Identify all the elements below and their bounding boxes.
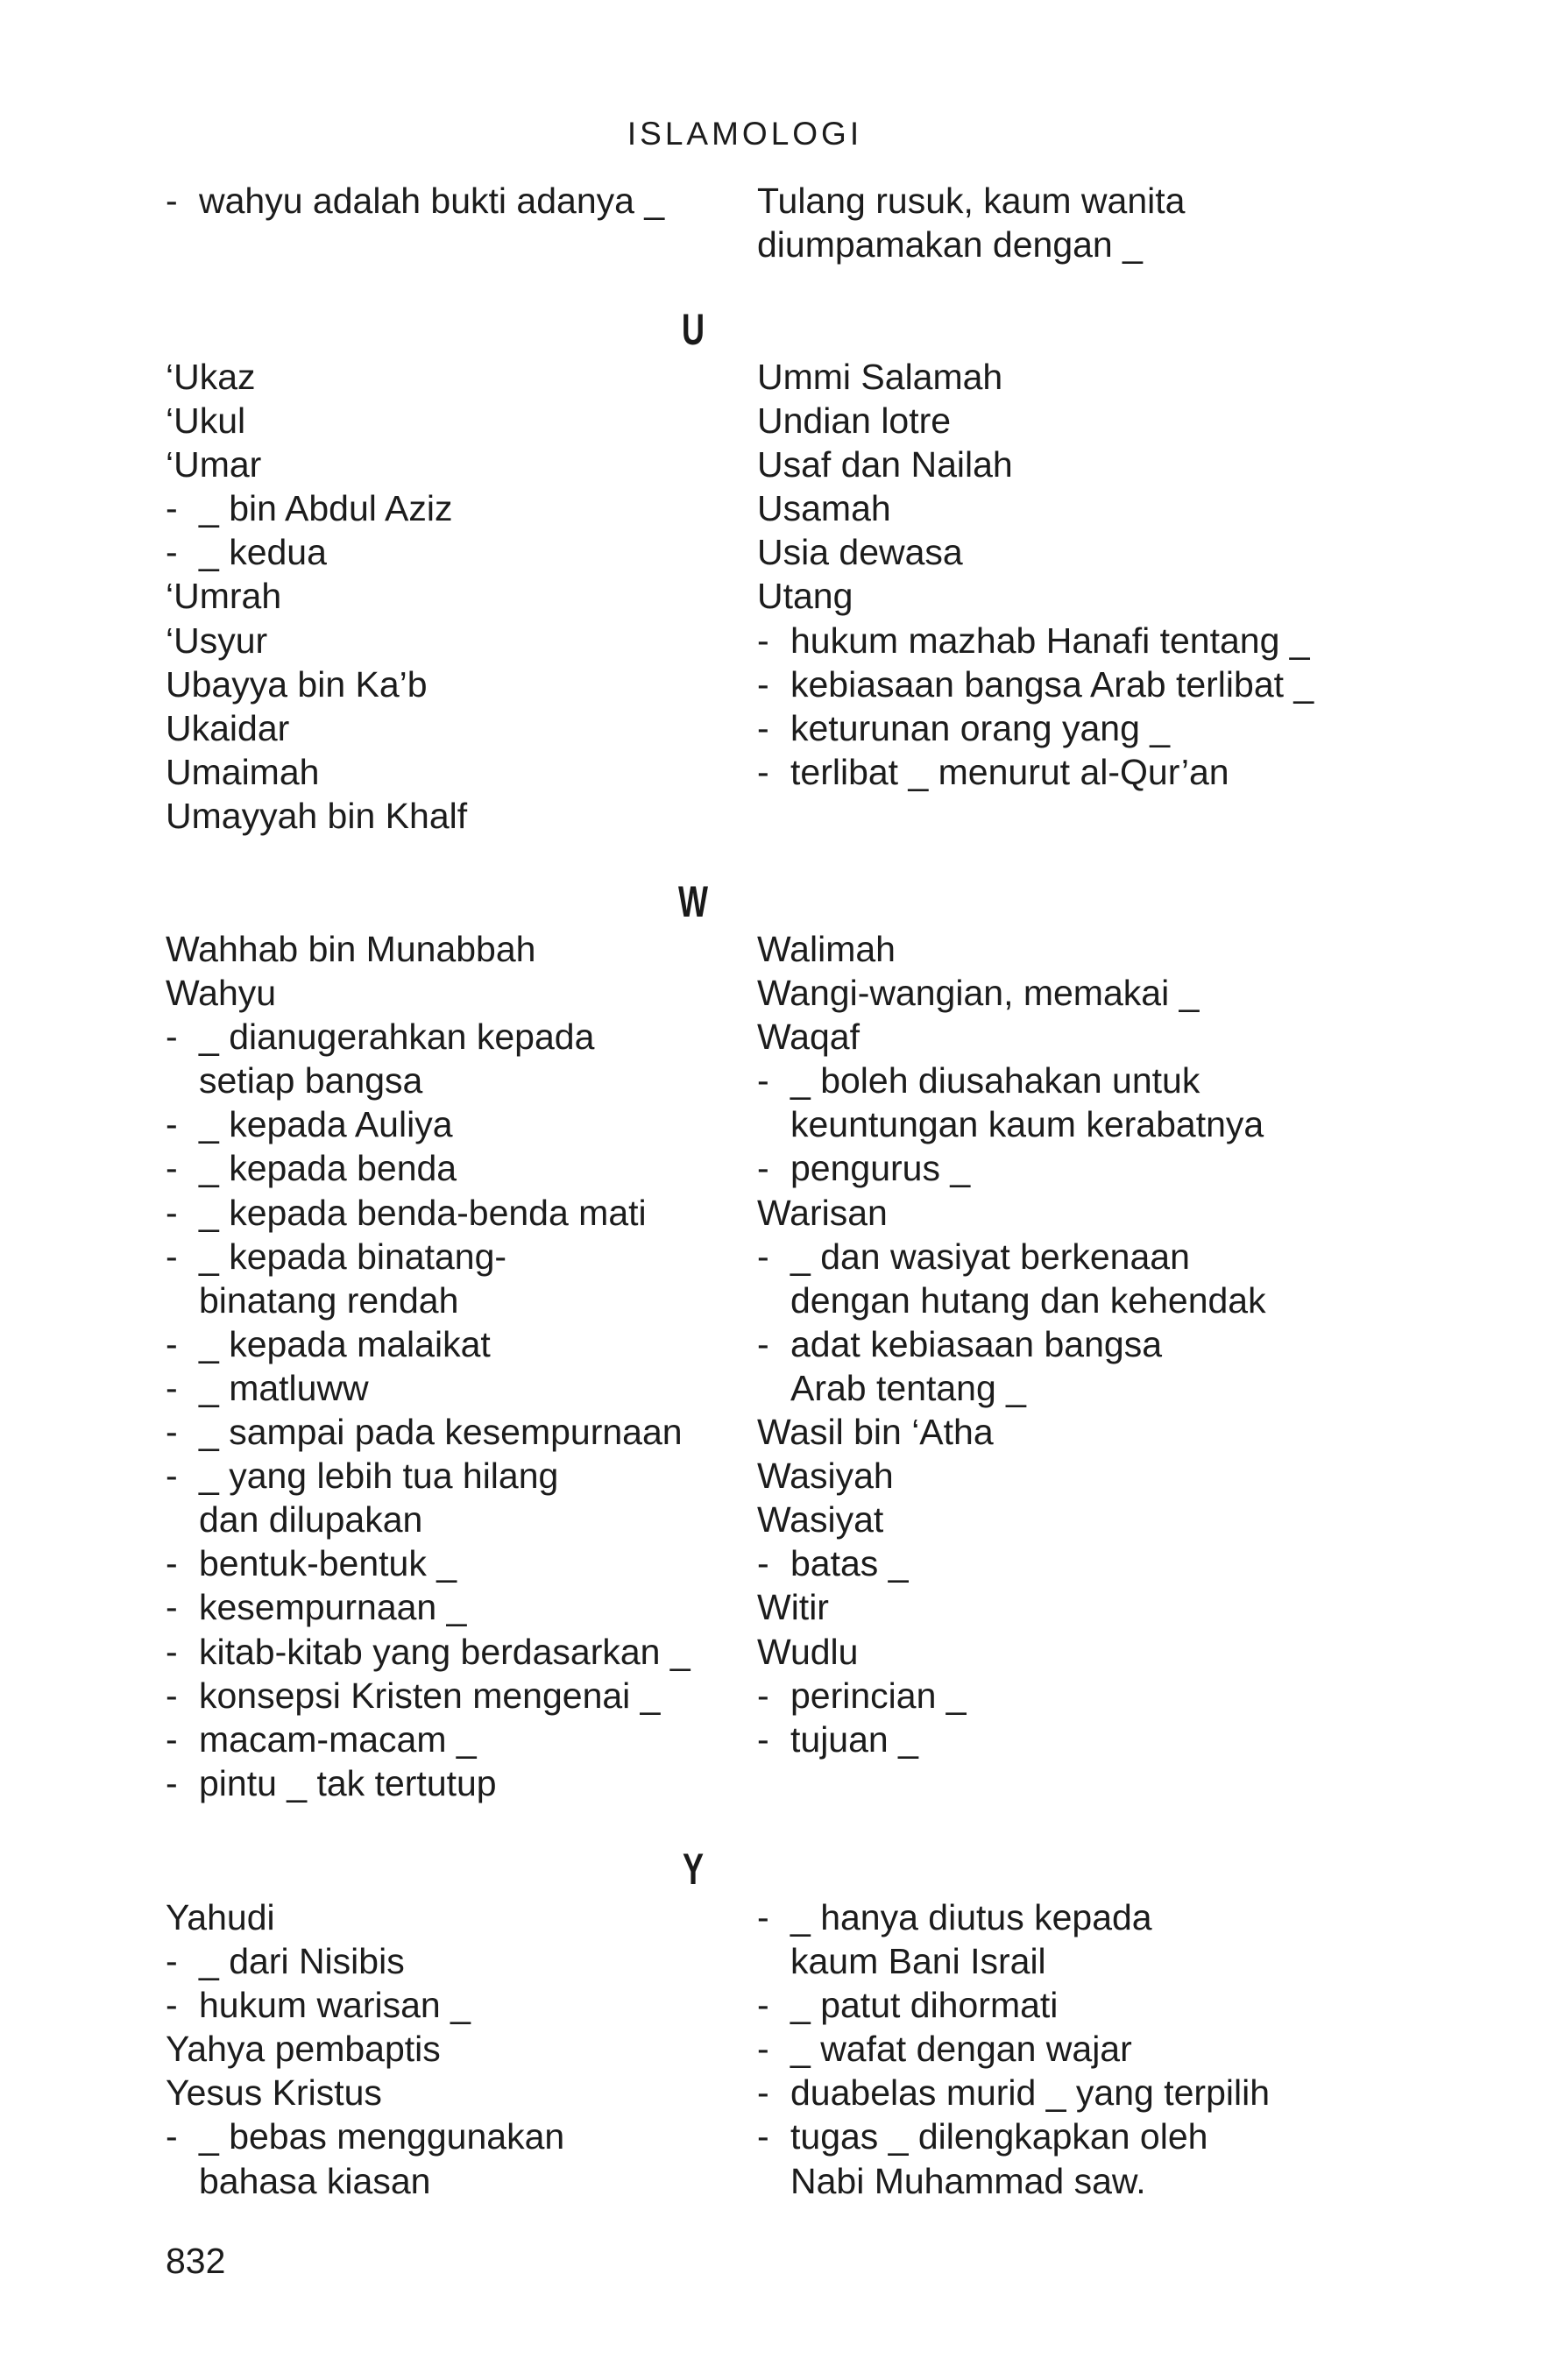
index-entry bbox=[757, 1630, 1335, 1674]
entry-text: _ dari Nisibis bbox=[199, 1941, 405, 1982]
entry-text: setiap bangsa bbox=[199, 1060, 423, 1101]
entry-text: _ hanya diutus kepada bbox=[790, 1897, 1152, 1937]
entry-text: Utang bbox=[757, 576, 853, 617]
index-entry-continuation bbox=[166, 1059, 744, 1102]
entry-text: kitab-kitab yang berdasarkan _ bbox=[199, 1631, 691, 1672]
entry-text: macam-macam _ bbox=[199, 1718, 477, 1760]
entry-text: konsepsi Kristen mengenai _ bbox=[199, 1675, 661, 1716]
index-entry bbox=[757, 530, 1335, 574]
entry-text: Wasiyat bbox=[757, 1499, 884, 1541]
entry-text: Warisan bbox=[757, 1192, 888, 1233]
entry-text: _ wafat dengan wajar bbox=[790, 2029, 1132, 2070]
subentry-dash: - bbox=[757, 1897, 769, 1937]
subentry-dash: - bbox=[166, 1016, 178, 1058]
index-subentry bbox=[757, 2027, 1335, 2071]
subentry-dash: - bbox=[166, 1412, 178, 1453]
index-entry bbox=[757, 927, 1335, 971]
entry-text: pengurus _ bbox=[790, 1148, 971, 1189]
entry-text: hukum mazhab Hanafi tentang _ bbox=[790, 620, 1310, 661]
entry-text: Yahya pembaptis bbox=[166, 2029, 441, 2070]
index-entry bbox=[166, 355, 744, 399]
subentry-dash: - bbox=[757, 707, 769, 748]
entry-text: _ kepada binatang- bbox=[199, 1236, 507, 1277]
index-subentry bbox=[166, 1585, 744, 1629]
index-subentry bbox=[757, 662, 1335, 706]
subentry-dash: - bbox=[757, 663, 769, 705]
entry-text: Wahyu bbox=[166, 973, 277, 1014]
entry-text: Ummi Salamah bbox=[757, 357, 1003, 397]
index-subentry bbox=[757, 1718, 1335, 1761]
left-column bbox=[166, 1895, 744, 2203]
index-entry-continuation bbox=[757, 1366, 1335, 1410]
entry-text: _ kepada benda bbox=[199, 1148, 457, 1189]
subentry-dash: - bbox=[166, 1148, 178, 1189]
index-entry-continuation bbox=[757, 1102, 1335, 1146]
section-heading-w: W bbox=[678, 877, 708, 926]
subentry-dash: - bbox=[166, 1985, 178, 2026]
index-subentry bbox=[757, 1322, 1335, 1366]
subentry-dash: - bbox=[166, 2116, 178, 2157]
subentry-dash: - bbox=[166, 1941, 178, 1982]
index-subentry bbox=[757, 2071, 1335, 2114]
index-subentry bbox=[166, 1102, 744, 1146]
entry-text: Usamah bbox=[757, 488, 891, 529]
index-subentry bbox=[166, 2114, 744, 2158]
subentry-dash: - bbox=[757, 1148, 769, 1189]
entry-text: batas _ bbox=[790, 1543, 909, 1584]
index-entry bbox=[757, 179, 1335, 223]
index-subentry bbox=[757, 1235, 1335, 1279]
index-subentry bbox=[757, 1541, 1335, 1585]
entry-text: Wudlu bbox=[757, 1631, 859, 1672]
index-entry bbox=[166, 971, 744, 1015]
left-column bbox=[166, 927, 744, 1805]
running-head: ISLAMOLOGI bbox=[627, 116, 863, 152]
subentry-dash: - bbox=[757, 2072, 769, 2114]
index-subentry bbox=[166, 1191, 744, 1235]
index-subentry bbox=[757, 750, 1335, 794]
entry-text: kaum Bani Israil bbox=[790, 1941, 1046, 1982]
subentry-dash: - bbox=[166, 1456, 178, 1497]
entry-text: perincian _ bbox=[790, 1675, 967, 1716]
subentry-dash: - bbox=[757, 1543, 769, 1584]
index-entry bbox=[166, 794, 744, 838]
entry-text: hukum warisan _ bbox=[199, 1985, 471, 2026]
index-entry bbox=[166, 443, 744, 486]
entry-text: bentuk-bentuk _ bbox=[199, 1543, 457, 1584]
entry-text: tugas _ dilengkapkan oleh bbox=[790, 2116, 1208, 2157]
entry-text: Umaimah bbox=[166, 751, 320, 792]
subentry-dash: - bbox=[757, 620, 769, 661]
index-subentry bbox=[166, 1235, 744, 1279]
entry-text: _ patut dihormati bbox=[790, 1985, 1059, 2026]
subentry-dash: - bbox=[166, 1543, 178, 1584]
entry-text: Tulang rusuk, kaum wanita bbox=[757, 181, 1186, 221]
index-entry bbox=[757, 486, 1335, 530]
index-entry bbox=[166, 750, 744, 794]
index-subentry bbox=[757, 1983, 1335, 2027]
subentry-dash: - bbox=[757, 1675, 769, 1716]
index-entry bbox=[166, 2027, 744, 2071]
index-subentry bbox=[757, 2114, 1335, 2158]
index-subentry bbox=[757, 1895, 1335, 1939]
index-subentry bbox=[757, 1059, 1335, 1102]
index-entry bbox=[166, 2071, 744, 2114]
index-entry bbox=[166, 619, 744, 662]
index-entry bbox=[757, 1585, 1335, 1629]
subentry-dash: - bbox=[757, 1985, 769, 2026]
entry-text: binatang rendah bbox=[199, 1279, 459, 1321]
subentry-dash: - bbox=[166, 1587, 178, 1628]
subentry-dash: - bbox=[166, 1192, 178, 1233]
entry-text: _ kepada benda-benda mati bbox=[199, 1192, 647, 1233]
right-column bbox=[757, 927, 1335, 1761]
index-entry bbox=[757, 574, 1335, 618]
index-subentry bbox=[166, 1983, 744, 2027]
entry-text: _ dianugerahkan kepada bbox=[199, 1016, 595, 1058]
entry-text: keuntungan kaum kerabatnya bbox=[790, 1104, 1264, 1145]
index-entry bbox=[757, 1454, 1335, 1498]
entry-text: _ kedua bbox=[199, 532, 327, 573]
entry-text: _ sampai pada kesempurnaan bbox=[199, 1412, 683, 1453]
entry-text: _ matluww bbox=[199, 1367, 369, 1408]
index-entry bbox=[166, 662, 744, 706]
index-entry-continuation bbox=[757, 1279, 1335, 1322]
entry-text: Wasiyah bbox=[757, 1456, 894, 1497]
entry-text: keturunan orang yang _ bbox=[790, 707, 1171, 748]
entry-text: Wangi-wangian, memakai _ bbox=[757, 973, 1200, 1014]
entry-text: _ bin Abdul Aziz bbox=[199, 488, 453, 529]
index-subentry bbox=[166, 1410, 744, 1454]
entry-text: dengan hutang dan kehendak bbox=[790, 1279, 1266, 1321]
index-subentry bbox=[757, 619, 1335, 662]
index-entry bbox=[166, 927, 744, 971]
index-subentry bbox=[166, 1630, 744, 1674]
entry-text: duabelas murid _ yang terpilih bbox=[790, 2072, 1270, 2114]
subentry-dash: - bbox=[166, 488, 178, 529]
index-subentry bbox=[166, 1366, 744, 1410]
index-subentry bbox=[166, 1541, 744, 1585]
entry-text: Walimah bbox=[757, 929, 896, 969]
subentry-dash: - bbox=[757, 1236, 769, 1277]
index-entry bbox=[166, 399, 744, 443]
index-entry-continuation bbox=[757, 2159, 1335, 2203]
entry-text: Yesus Kristus bbox=[166, 2072, 382, 2114]
subentry-dash: - bbox=[166, 532, 178, 573]
subentry-dash: - bbox=[166, 1323, 178, 1364]
subentry-dash: - bbox=[166, 181, 178, 221]
entry-text: Arab tentang _ bbox=[790, 1367, 1026, 1408]
section-heading-u: U bbox=[681, 305, 705, 354]
subentry-dash: - bbox=[166, 1718, 178, 1760]
subentry-dash: - bbox=[757, 1060, 769, 1101]
entry-text: kesempurnaan _ bbox=[199, 1587, 467, 1628]
subentry-dash: - bbox=[166, 1762, 178, 1803]
index-subentry bbox=[757, 706, 1335, 750]
entry-text: ‘Umrah bbox=[166, 576, 282, 617]
index-subentry bbox=[166, 1718, 744, 1761]
index-entry bbox=[757, 1015, 1335, 1059]
index-entry-continuation bbox=[166, 1279, 744, 1322]
index-entry bbox=[757, 1498, 1335, 1541]
index-entry bbox=[757, 223, 1335, 266]
entry-text: Wasil bin ‘Atha bbox=[757, 1412, 994, 1453]
entry-text: kebiasaan bangsa Arab terlibat _ bbox=[790, 663, 1314, 705]
entry-text: Yahudi bbox=[166, 1897, 275, 1937]
page-number: 832 bbox=[166, 2241, 226, 2281]
entry-text: terlibat _ menurut al-Qur’an bbox=[790, 751, 1229, 792]
entry-text: dan dilupakan bbox=[199, 1499, 423, 1541]
index-subentry bbox=[757, 1674, 1335, 1718]
entry-text: wahyu adalah bukti adanya _ bbox=[199, 181, 665, 221]
entry-text: pintu _ tak tertutup bbox=[199, 1762, 497, 1803]
index-entry bbox=[166, 1895, 744, 1939]
index-entry bbox=[166, 574, 744, 618]
index-subentry bbox=[757, 1146, 1335, 1190]
entry-text: adat kebiasaan bangsa bbox=[790, 1323, 1163, 1364]
subentry-dash: - bbox=[166, 1631, 178, 1672]
right-column bbox=[757, 1895, 1335, 2203]
left-column bbox=[166, 179, 744, 223]
index-entry bbox=[166, 706, 744, 750]
index-subentry bbox=[166, 1015, 744, 1059]
right-column bbox=[757, 179, 1335, 266]
entry-text: ‘Ukul bbox=[166, 400, 246, 442]
entry-text: Witir bbox=[757, 1587, 829, 1628]
subentry-dash: - bbox=[166, 1104, 178, 1145]
entry-text: bahasa kiasan bbox=[199, 2160, 431, 2201]
subentry-dash: - bbox=[757, 1323, 769, 1364]
section-heading-y: Y bbox=[682, 1845, 705, 1894]
index-subentry bbox=[166, 486, 744, 530]
subentry-dash: - bbox=[166, 1236, 178, 1277]
index-subentry bbox=[166, 1322, 744, 1366]
entry-text: _ dan wasiyat berkenaan bbox=[790, 1236, 1190, 1277]
subentry-dash: - bbox=[757, 2116, 769, 2157]
index-entry-continuation bbox=[166, 1498, 744, 1541]
left-column bbox=[166, 355, 744, 838]
entry-text: ‘Usyur bbox=[166, 620, 268, 661]
entry-text: _ bebas menggunakan bbox=[199, 2116, 565, 2157]
subentry-dash: - bbox=[757, 751, 769, 792]
entry-text: Ubayya bin Ka’b bbox=[166, 663, 428, 705]
entry-text: Usia dewasa bbox=[757, 532, 963, 573]
entry-text: _ kepada malaikat bbox=[199, 1323, 491, 1364]
index-entry bbox=[757, 971, 1335, 1015]
index-entry bbox=[757, 399, 1335, 443]
entry-text: _ boleh diusahakan untuk bbox=[790, 1060, 1200, 1101]
index-subentry bbox=[166, 1146, 744, 1190]
entry-text: ‘Ukaz bbox=[166, 357, 256, 397]
index-subentry bbox=[166, 1939, 744, 1983]
index-entry bbox=[757, 355, 1335, 399]
index-entry bbox=[757, 443, 1335, 486]
subentry-dash: - bbox=[166, 1675, 178, 1716]
entry-text: tujuan _ bbox=[790, 1718, 918, 1760]
entry-text: Nabi Muhammad saw. bbox=[790, 2160, 1146, 2201]
index-subentry bbox=[166, 530, 744, 574]
entry-text: Umayyah bin Khalf bbox=[166, 795, 468, 836]
subentry-dash: - bbox=[166, 1367, 178, 1408]
entry-text: Ukaidar bbox=[166, 707, 290, 748]
entry-text: _ kepada Auliya bbox=[199, 1104, 453, 1145]
subentry-dash: - bbox=[757, 2029, 769, 2070]
subentry-dash: - bbox=[757, 1718, 769, 1760]
index-entry bbox=[757, 1191, 1335, 1235]
index-subentry bbox=[166, 1674, 744, 1718]
entry-text: Undian lotre bbox=[757, 400, 952, 442]
index-subentry bbox=[166, 179, 744, 223]
entry-text: Usaf dan Nailah bbox=[757, 444, 1013, 485]
right-column bbox=[757, 355, 1335, 794]
entry-text: ‘Umar bbox=[166, 444, 262, 485]
entry-text: Wahhab bin Munabbah bbox=[166, 929, 536, 969]
entry-text: diumpamakan dengan _ bbox=[757, 224, 1143, 266]
index-entry bbox=[757, 1410, 1335, 1454]
index-entry-continuation bbox=[757, 1939, 1335, 1983]
index-entry-continuation bbox=[166, 2159, 744, 2203]
entry-text: Waqaf bbox=[757, 1016, 860, 1058]
entry-text: _ yang lebih tua hilang bbox=[199, 1456, 559, 1497]
index-subentry bbox=[166, 1761, 744, 1805]
index-subentry bbox=[166, 1454, 744, 1498]
